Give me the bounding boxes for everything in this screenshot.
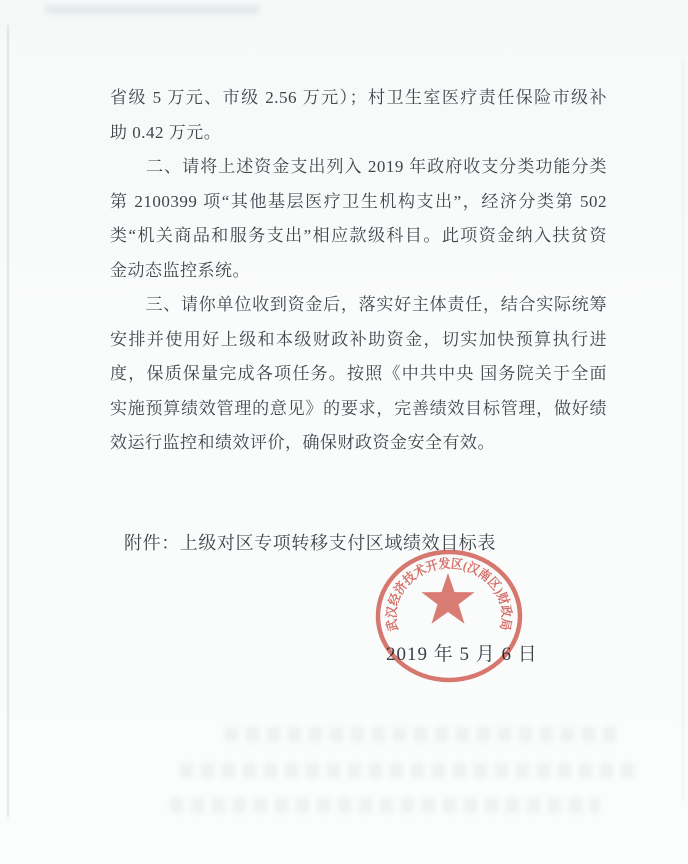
- scan-edge-shadow-left: [7, 25, 9, 817]
- date-line: 2019 年 5 月 6 日: [386, 644, 538, 665]
- text-line: 三、请你单位收到资金后，落实好主体责任，结合实际统筹: [110, 295, 607, 314]
- text-line: 效运行监控和绩效评价，确保财政资金安全有效。: [110, 433, 495, 452]
- seal-ring-icon: [378, 552, 520, 680]
- text-line: 助 0.42 万元。: [110, 122, 222, 142]
- text-line: 实施预算绩效管理的意见》的要求，完善绩效目标管理，做好绩: [110, 398, 607, 418]
- text-line: 第 2100399 项“其他基层医疗卫生机构支出”，经济分类第 502: [110, 191, 607, 211]
- paragraph: [110, 150, 607, 288]
- text-line: 安排并使用好上级和本级财政补助资金，切实加快预算执行进: [110, 329, 607, 349]
- text-line: 金动态监控系统。: [110, 260, 250, 280]
- scan-edge-shadow-right: [682, 60, 684, 800]
- text-line: 省级 5 万元、市级 2.56 万元）；村卫生室医疗责任保险市级补: [110, 88, 607, 107]
- paragraph: [110, 288, 607, 461]
- ink-bleedthrough-artifact: [180, 763, 635, 778]
- star-icon: [421, 573, 474, 624]
- attachment-line: 附件：上级对区专项转移支付区域绩效目标表: [124, 533, 496, 553]
- text-line: 度，保质保量完成各项任务。按照《中共中央 国务院关于全面: [110, 364, 607, 383]
- scan-smudge: [45, 5, 260, 14]
- ink-bleedthrough-artifact: [225, 727, 620, 742]
- official-seal: [372, 546, 532, 696]
- body-text: [110, 81, 607, 461]
- text-line: 类“机关商品和服务支出”相应款级科目。此项资金纳入扶贫资: [110, 226, 607, 245]
- paragraph: [110, 81, 607, 150]
- seal-text: 武汉经济技术开发区(汉南区)财政局: [383, 555, 515, 633]
- text-line: 二、请将上述资金支出列入 2019 年政府收支分类功能分类: [110, 157, 607, 176]
- ink-bleedthrough-artifact: [170, 798, 600, 813]
